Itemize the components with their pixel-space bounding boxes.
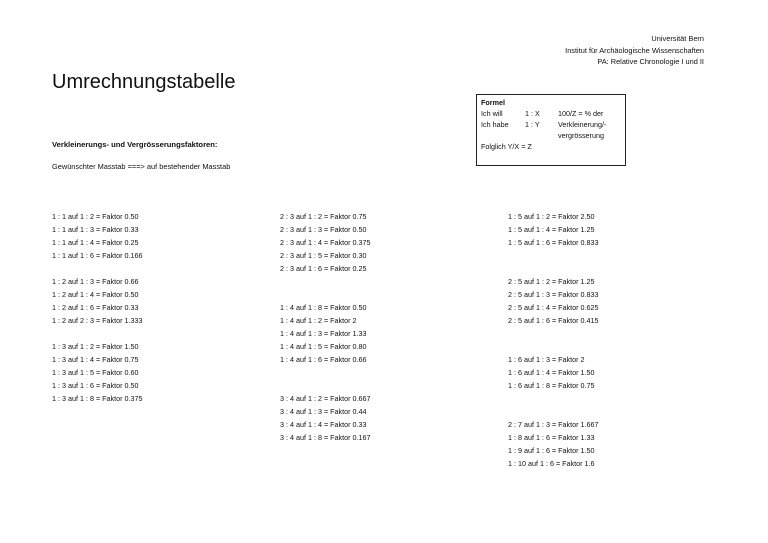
factor-column-2 <box>280 210 371 444</box>
formula-heading: Formel <box>481 98 505 107</box>
factor-entry: 2 : 5 auf 1 : 2 = Faktor 1.25 <box>508 277 595 286</box>
row-spacer <box>280 379 371 392</box>
factor-entry: 1 : 2 auf 1 : 3 = Faktor 0.66 <box>52 277 139 286</box>
factor-entry: 1 : 9 auf 1 : 6 = Faktor 1.50 <box>508 446 595 455</box>
section-subtitle: Verkleinerungs- und Vergrösserungsfaktoren: <box>52 140 218 149</box>
formula-row1-ratio: 1 : X <box>525 109 540 118</box>
factor-entry: 1 : 1 auf 1 : 4 = Faktor 0.25 <box>52 238 139 247</box>
row-spacer <box>52 327 143 340</box>
factor-entry: 1 : 3 auf 1 : 2 = Faktor 1.50 <box>52 342 139 351</box>
factor-entry: 1 : 4 auf 1 : 6 = Faktor 0.66 <box>280 355 367 364</box>
header-institute: Institut für Archäologische Wissenschaften <box>565 45 704 55</box>
factor-entry: 1 : 3 auf 1 : 4 = Faktor 0.75 <box>52 355 139 364</box>
formula-row2-label: Ich habe <box>481 120 509 129</box>
factor-entry: 3 : 4 auf 1 : 2 = Faktor 0.667 <box>280 394 371 403</box>
factor-entry: 2 : 5 auf 1 : 4 = Faktor 0.625 <box>508 303 599 312</box>
factor-entry: 1 : 8 auf 1 : 6 = Faktor 1.33 <box>508 433 595 442</box>
factor-entry: 1 : 2 auf 1 : 6 = Faktor 0.33 <box>52 303 139 312</box>
factor-entry: 1 : 10 auf 1 : 6 = Faktor 1.6 <box>508 459 595 468</box>
factor-entry: 1 : 3 auf 1 : 8 = Faktor 0.375 <box>52 394 143 403</box>
row-spacer <box>52 262 143 275</box>
factor-entry: 1 : 4 auf 1 : 5 = Faktor 0.80 <box>280 342 367 351</box>
factor-entry: 3 : 4 auf 1 : 3 = Faktor 0.44 <box>280 407 367 416</box>
factor-entry: 1 : 4 auf 1 : 8 = Faktor 0.50 <box>280 303 367 312</box>
row-spacer <box>508 327 599 340</box>
factor-entry: 1 : 4 auf 1 : 3 = Faktor 1.33 <box>280 329 367 338</box>
factor-entry: 2 : 3 auf 1 : 6 = Faktor 0.25 <box>280 264 367 273</box>
header-university: Universität Bern <box>651 34 704 43</box>
factor-entry: 1 : 5 auf 1 : 2 = Faktor 2.50 <box>508 212 595 221</box>
factor-entry: 1 : 1 auf 1 : 3 = Faktor 0.33 <box>52 225 139 234</box>
row-spacer <box>280 288 371 301</box>
header-course: PA: Relative Chronologie I und II <box>597 57 704 66</box>
row-spacer <box>508 249 599 262</box>
formula-conclusion: Folglich Y/X = Z <box>481 142 532 151</box>
factor-entry: 2 : 3 auf 1 : 5 = Faktor 0.30 <box>280 251 367 260</box>
formula-row3-text: vergrösserung <box>558 131 604 140</box>
factor-entry: 1 : 6 auf 1 : 4 = Faktor 1.50 <box>508 368 595 377</box>
factor-entry: 1 : 2 auf 1 : 4 = Faktor 0.50 <box>52 290 139 299</box>
factor-entry: 2 : 3 auf 1 : 3 = Faktor 0.50 <box>280 225 367 234</box>
formula-row2-text: Verkleinerung/- <box>558 120 607 129</box>
factor-entry: 1 : 5 auf 1 : 4 = Faktor 1.25 <box>508 225 595 234</box>
factor-entry: 2 : 7 auf 1 : 3 = Faktor 1.667 <box>508 420 599 429</box>
factor-entry: 1 : 3 auf 1 : 6 = Faktor 0.50 <box>52 381 139 390</box>
factor-entry: 2 : 5 auf 1 : 6 = Faktor 0.415 <box>508 316 599 325</box>
formula-row1-label: Ich will <box>481 109 503 118</box>
factor-entry: 2 : 3 auf 1 : 2 = Faktor 0.75 <box>280 212 367 221</box>
factor-entry: 1 : 6 auf 1 : 3 = Faktor 2 <box>508 355 585 364</box>
factor-entry: 1 : 4 auf 1 : 2 = Faktor 2 <box>280 316 357 325</box>
factor-entry: 3 : 4 auf 1 : 4 = Faktor 0.33 <box>280 420 367 429</box>
row-spacer <box>280 366 371 379</box>
factor-entry: 1 : 2 auf 2 : 3 = Faktor 1.333 <box>52 316 143 325</box>
scale-direction-note: Gewünschter Masstab ===> auf bestehender Masstab <box>52 162 231 171</box>
formula-row2-ratio: 1 : Y <box>525 120 540 129</box>
factor-entry: 2 : 3 auf 1 : 4 = Faktor 0.375 <box>280 238 371 247</box>
formula-box <box>476 94 626 166</box>
factor-entry: 1 : 1 auf 1 : 6 = Faktor 0.166 <box>52 251 143 260</box>
factor-entry: 1 : 3 auf 1 : 5 = Faktor 0.60 <box>52 368 139 377</box>
factor-entry: 1 : 6 auf 1 : 8 = Faktor 0.75 <box>508 381 595 390</box>
row-spacer <box>508 262 599 275</box>
factor-column-1 <box>52 210 143 405</box>
row-spacer <box>280 275 371 288</box>
row-spacer <box>508 405 599 418</box>
factor-entry: 1 : 1 auf 1 : 2 = Faktor 0.50 <box>52 212 139 221</box>
row-spacer <box>508 340 599 353</box>
row-spacer <box>508 392 599 405</box>
factor-entry: 2 : 5 auf 1 : 3 = Faktor 0.833 <box>508 290 599 299</box>
factor-entry: 3 : 4 auf 1 : 8 = Faktor 0.167 <box>280 433 371 442</box>
formula-row1-text: 100/Z = % der <box>558 109 604 118</box>
institution-header <box>565 33 704 68</box>
page-title: Umrechnungstabelle <box>52 71 236 93</box>
factor-entry: 1 : 5 auf 1 : 6 = Faktor 0.833 <box>508 238 599 247</box>
factor-column-3 <box>508 210 599 470</box>
